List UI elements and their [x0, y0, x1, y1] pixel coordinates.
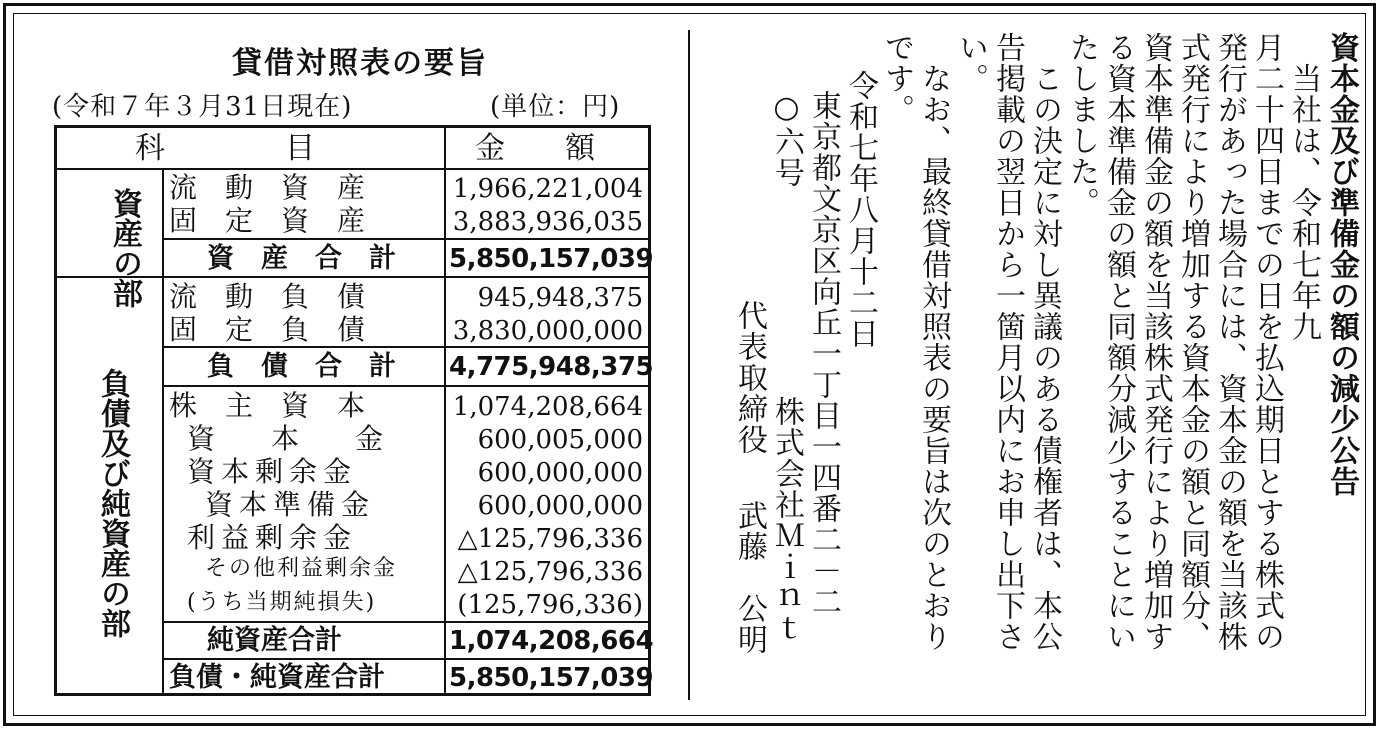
notice-line: 式発行により増加する資本金の額と同額分、 — [1175, 32, 1210, 652]
row-amount: 945,948,375 — [477, 283, 643, 313]
notice-line: 告掲載の翌日から一箇月以内にお申し出下さ — [990, 32, 1025, 652]
notice-line: 発行があった場合には、資本金の額を当該株 — [1212, 32, 1247, 652]
row-amount: 3,830,000,000 — [452, 316, 643, 346]
row-amount: 600,005,000 — [477, 425, 643, 455]
row-label: その他利益剰余金 — [205, 556, 398, 581]
row-label: 流 動 資 産 — [169, 171, 366, 204]
row-label: 固 定 資 産 — [169, 204, 366, 237]
row-amount: 1,074,208,664 — [452, 392, 643, 422]
row-amount: (125,796,336) — [457, 590, 643, 620]
column-divider — [688, 30, 690, 700]
row-label: 純資産合計 — [207, 625, 342, 656]
row-label: (うち当期純損失) — [187, 590, 377, 615]
row-amount: 4,775,948,375 — [449, 352, 654, 382]
liabilities-section-label: 負債及び純資産の部 — [95, 368, 130, 638]
notice-date: 令和七年八月十二日 — [843, 70, 878, 349]
row-label: 固 定 負 債 — [169, 313, 366, 346]
row-label: 資本準備金 — [205, 488, 376, 521]
notice-line: です。 — [879, 32, 914, 125]
notice-line: い。 — [953, 32, 988, 94]
row-amount: 3,883,936,035 — [452, 207, 643, 237]
notice-line: なお、最終貸借対照表の要旨は次のとおり — [916, 32, 951, 652]
row-amount: 5,850,157,039 — [449, 244, 654, 274]
rep-name: 武藤 公明 — [732, 500, 767, 655]
row-label: 資 本 金 — [187, 422, 384, 455]
row-amount: 1,074,208,664 — [449, 626, 654, 656]
balance-sheet-unit: (単位：円) — [490, 92, 621, 122]
balance-sheet-title: 貸借対照表の要旨 — [232, 46, 488, 81]
row-amount: △125,796,336 — [457, 524, 643, 554]
row-amount: 600,000,000 — [477, 491, 643, 521]
header-amount: 金 額 — [475, 131, 595, 166]
row-amount: △125,796,336 — [457, 557, 643, 587]
notice-line: たしました。 — [1064, 32, 1099, 218]
row-label: 負 債 合 計 — [207, 351, 396, 382]
notice-address-cont: ○六号 — [769, 90, 804, 188]
row-label: 株 主 資 本 — [169, 389, 366, 422]
assets-section-label: 資産の部 — [107, 188, 142, 308]
company-name: 株式会社Ｍｉｎｔ — [769, 396, 804, 644]
header-subject: 科 目 — [135, 131, 315, 166]
notice-line: この決定に対し異議のある債権者は、本公 — [1027, 32, 1062, 652]
row-amount: 1,966,221,004 — [452, 174, 643, 204]
row-label: 資本剰余金 — [187, 455, 358, 488]
notice-line: 資本準備金の額を当該株式発行により増加す — [1138, 32, 1173, 652]
notice-line: 月二十四日までの日を払込期日とする株式の — [1249, 32, 1284, 652]
notice-line: る資本準備金の額と同額分減少することにい — [1101, 32, 1136, 652]
row-label: 資 産 合 計 — [207, 243, 396, 274]
notice-heading: 資本金及び準備金の額の減少公告 — [1324, 32, 1359, 497]
balance-sheet-table — [54, 125, 654, 696]
notice-address: 東京都文京区向丘一丁目一四番二－二 — [806, 90, 841, 617]
row-amount: 5,850,157,039 — [449, 663, 654, 693]
row-amount: 600,000,000 — [477, 458, 643, 488]
row-label: 流 動 負 債 — [169, 280, 366, 313]
notice-line: 当社は、令和七年九 — [1286, 32, 1321, 342]
balance-sheet-date: (令和７年３月31日現在) — [52, 92, 353, 122]
rep-title: 代表取締役 — [732, 300, 767, 455]
row-label: 負債・純資産合計 — [169, 662, 385, 693]
row-label: 利益剰余金 — [187, 521, 358, 554]
